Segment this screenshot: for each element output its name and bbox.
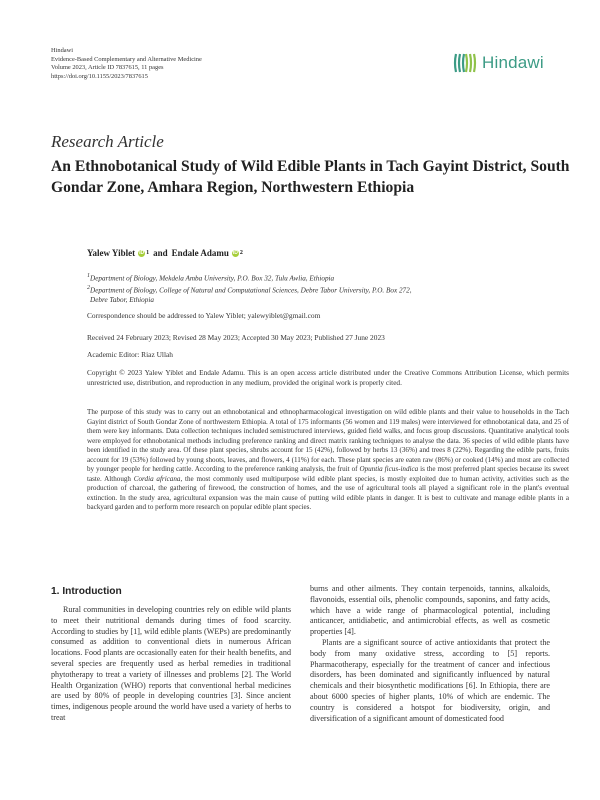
- journal-header: [51, 47, 202, 81]
- copyright-notice: Copyright © 2023 Yalew Yiblet and Endale Adamu. This is an open access article distributed under the Creative Commons Attribution License, which permits unrestricted use, distribution, and reproduction in any medium, provided the original work is properly cited.: [87, 368, 569, 387]
- abstract: The purpose of this study was to carry out an ethnobotanical and ethnopharmacological investigation on wild edible plants and their value to households in the Tach Gayint district of South Gondar Zone of northwestern Ethiopia. A total of 175 informants (56 women and 119 males) were interviewed for ethnobotanical data, and 25 of them were key informants. Data collection techniques included semistructured interviews, guided field walks, and focus group discussions. Quantitative analytical tools were employed for ethnobotanical methods including preference ranking and direct matrix ranking techniques to analyse the data. 36 species of wild edible plants have been identified in the study area. Of these plant species, shrubs account for 15 (42%), followed by herbs 13 (36%) and trees 8 (22%). Regarding the edible parts, fruits account for 19 (53%) followed by young shoots, leaves, and flowers, 4 (11%) for each. These plant species are eaten raw (86%) or cooked (14%) and most are collected by younger people for herding cattle. According to the preference ranking analysis, the fruit of Opuntia ficus-indica is the most preferred plant species because its sweet taste. Although Cordia africana, the most commonly used multipurpose wild edible plant species, is mostly exploited due to human activity, activities such as the production of charcoal, the gathering of firewood, the construction of homes, and the use of agricultural tools all played a significant role in the plant's eventual extinction. In the study area, agricultural expansion was the main cause of putting wild edible plants in danger. It is best to cultivate and manage edible plants in a backyard garden and to perform more research on popular edible plant species.: [87, 408, 570, 512]
- paragraph: burns and other ailments. They contain terpenoids, tannins, alkaloids, flavonoids, essential oils, phenolic compounds, saponins, and fatty acids, which have a wide range of pharmacological potential, including anticancer, antidiabetic, and antimicrobial effects, as well as cosmetic properties [4].: [310, 584, 550, 637]
- author-name[interactable]: Yalew Yiblet: [87, 248, 136, 258]
- academic-editor: Academic Editor: Riaz Ullah: [87, 350, 173, 359]
- journal-name: Evidence-Based Complementary and Alternative Medicine: [51, 55, 202, 63]
- orcid-icon[interactable]: iD: [139, 249, 145, 256]
- article-type: Research Article: [51, 132, 164, 151]
- body-column-right: [310, 584, 550, 724]
- body-column-left: [51, 605, 291, 724]
- hindawi-logo-icon: [452, 51, 478, 75]
- section-heading: 1. Introduction: [51, 586, 122, 597]
- doi-link[interactable]: https://doi.org/10.1155/2023/7837615: [51, 72, 148, 80]
- affiliations: [87, 272, 567, 306]
- paragraph: Plants are a significant source of active antioxidants that protect the body from many oxidative stress, according to [5] reports. Pharmacotherapy, especially for the treatment of cancer and infectious disorders, has been dominated and significantly influenced by natural chemicals and their biosynthetic modifications [6]. In Ethiopia, there are about 6000 species of higher plants, 10% of which are endemic. The country is considered a hotspot for biodiversity, origin, and diversification of a significant amount of domesticated food: [310, 637, 550, 723]
- author-affil-sup: 2: [239, 250, 243, 256]
- author-list: [87, 248, 243, 258]
- author-name[interactable]: Endale Adamu: [171, 248, 229, 258]
- species-name: Cordia africana: [133, 474, 181, 483]
- volume-info: Volume 2023, Article ID 7837615, 11 pages: [51, 64, 164, 72]
- correspondence: Correspondence should be addressed to Yalew Yiblet; yalewyiblet@gmail.com: [87, 311, 321, 320]
- author-affil-sup: 1: [146, 250, 150, 256]
- paper-title: An Ethnobotanical Study of Wild Edible Plants in Tach Gayint District, South Gondar Zone, Amhara Region, Northwestern Ethiopia: [51, 158, 570, 196]
- species-name: Opuntia ficus-indica: [359, 465, 419, 474]
- orcid-icon[interactable]: iD: [232, 249, 238, 256]
- affiliation-1: $^1$Department of Biology, Mekdela Amba University, P.O. Box 32, Tulu Awlia, Ethiopia: [87, 273, 335, 283]
- affiliation-2: $^2$Department of Biology, College of Natural and Computational Sciences, Debre Tabor University, P.O. Box 272,: [87, 284, 412, 295]
- publisher-name: Hindawi: [51, 47, 74, 54]
- hindawi-logo: [452, 51, 544, 75]
- paragraph: Rural communities in developing countries rely on edible wild plants to meet their nutritional demands during times of food scarcity. According to studies by [1], wild edible plants (WEPs) are predominantly consumed as addition to conventional diets in numerous African locations. Food plants are occasionally eaten for their health benefits, and several species are frequently used as herbal remedies in traditional phytotherapy to treat a variety of illnesses and problems [2]. The World Health Organization (WHO) reports that conventional herbal medicines are used by 80% of people in developing countries [3]. Since ancient times, indigenous people around the world have used a variety of herbs to treat: [51, 605, 291, 722]
- affiliation-2-cont: Debre Tabor, Ethiopia: [90, 295, 154, 304]
- logo-text: Hindawi: [482, 53, 544, 72]
- author-connector: and: [153, 248, 168, 258]
- publication-dates: Received 24 February 2023; Revised 28 May 2023; Accepted 30 May 2023; Published 27 June 2023: [87, 333, 385, 342]
